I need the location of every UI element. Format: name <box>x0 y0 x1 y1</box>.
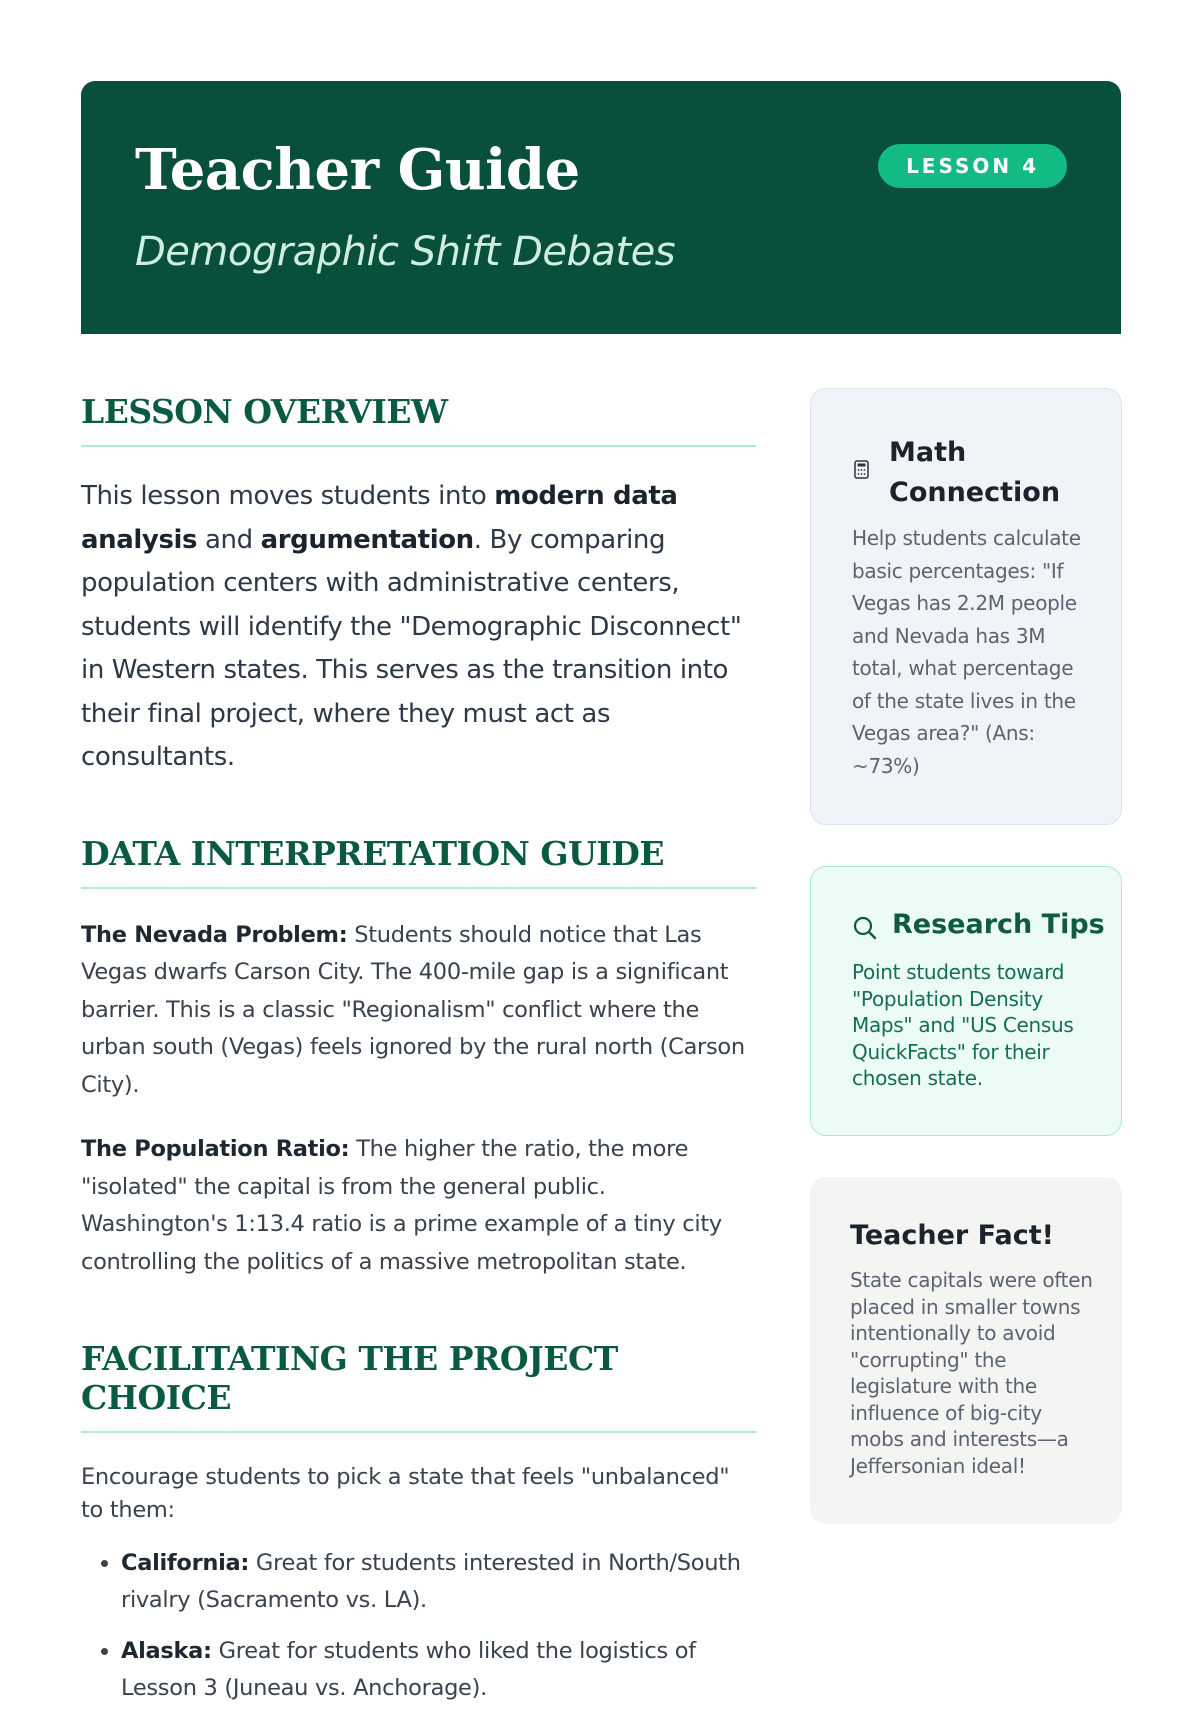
list-item <box>121 1633 756 1707</box>
choice-text: Great for students interested in North/South rivalry (Sacramento vs. LA). <box>121 1550 741 1613</box>
lesson-overview-section <box>81 392 756 780</box>
research-tips-card <box>810 866 1122 1136</box>
research-card-text: Point students toward "Population Density Maps" and "US Census QuickFacts" for their chosen state. <box>852 960 1074 1090</box>
header-banner <box>81 81 1121 334</box>
overview-emphasis: modern data analysis <box>81 481 678 555</box>
state-choice-list <box>81 1545 756 1707</box>
choice-label: California: <box>121 1550 250 1576</box>
project-intro: Encourage students to pick a state that feels "unbalanced" to them: <box>81 1464 730 1523</box>
math-connection-card <box>810 388 1122 825</box>
page-subtitle: Demographic Shift Debates <box>135 229 676 275</box>
interpretation-item <box>81 1131 756 1281</box>
overview-text: This lesson moves students into <box>81 481 495 511</box>
project-choice-section <box>81 1339 756 1707</box>
interpretation-item <box>81 917 756 1105</box>
data-interpretation-section <box>81 834 756 1282</box>
item-label: The Population Ratio: <box>81 1136 350 1162</box>
choice-label: Alaska: <box>121 1638 212 1664</box>
lesson-badge: LESSON 4 <box>878 144 1067 188</box>
item-label: The Nevada Problem: <box>81 921 348 948</box>
overview-emphasis: argumentation <box>260 524 474 555</box>
research-card-title: Research Tips <box>892 909 1105 940</box>
math-card-text: Help students calculate basic percentages: "If Vegas has 2.2M people and Nevada has 3M total, what percentage of the state lives in the Vegas area?" (Ans: ~73%) <box>852 526 1081 778</box>
overview-paragraph <box>81 475 756 780</box>
search-icon <box>852 915 878 941</box>
overview-text: and <box>197 524 261 555</box>
fact-card-title: Teacher Fact! <box>850 1220 1054 1251</box>
teacher-fact-card <box>810 1177 1122 1524</box>
section-heading-interpretation: DATA INTERPRETATION GUIDE <box>81 834 756 889</box>
fact-card-text: State capitals were often placed in smaller towns intentionally to avoid "corrupting" the legislature with the influence of big-city mobs and interests—a Jeffersonian ideal! <box>850 1268 1093 1478</box>
overview-text: . By comparing population centers with administrative centers, students will identify the "Demographic Disconnect" in Western states. This serves as the transition into their final project, where they must act as consultants. <box>81 524 742 772</box>
choice-text: Great for students who liked the logistics of Lesson 3 (Juneau vs. Anchorage). <box>121 1638 696 1701</box>
item-text: The higher the ratio, the more "isolated" the capital is from the general public. Washington's 1:13.4 ratio is a prime example of a tiny city controlling the politics of a massive metropolitan state. <box>81 1136 722 1275</box>
section-heading-project: FACILITATING THE PROJECT CHOICE <box>81 1339 756 1433</box>
main-content <box>81 392 756 1721</box>
math-card-title: Math Connection <box>889 437 1061 508</box>
section-heading-overview: LESSON OVERVIEW <box>81 392 756 447</box>
list-item <box>121 1545 756 1619</box>
page-title: Teacher Guide <box>135 137 580 203</box>
calculator-icon <box>854 460 869 479</box>
item-text: Students should notice that Las Vegas dwarfs Carson City. The 400-mile gap is a significant barrier. This is a classic "Regionalism" conflict where the urban south (Vegas) feels ignored by the rural north (Carson City). <box>81 921 745 1098</box>
